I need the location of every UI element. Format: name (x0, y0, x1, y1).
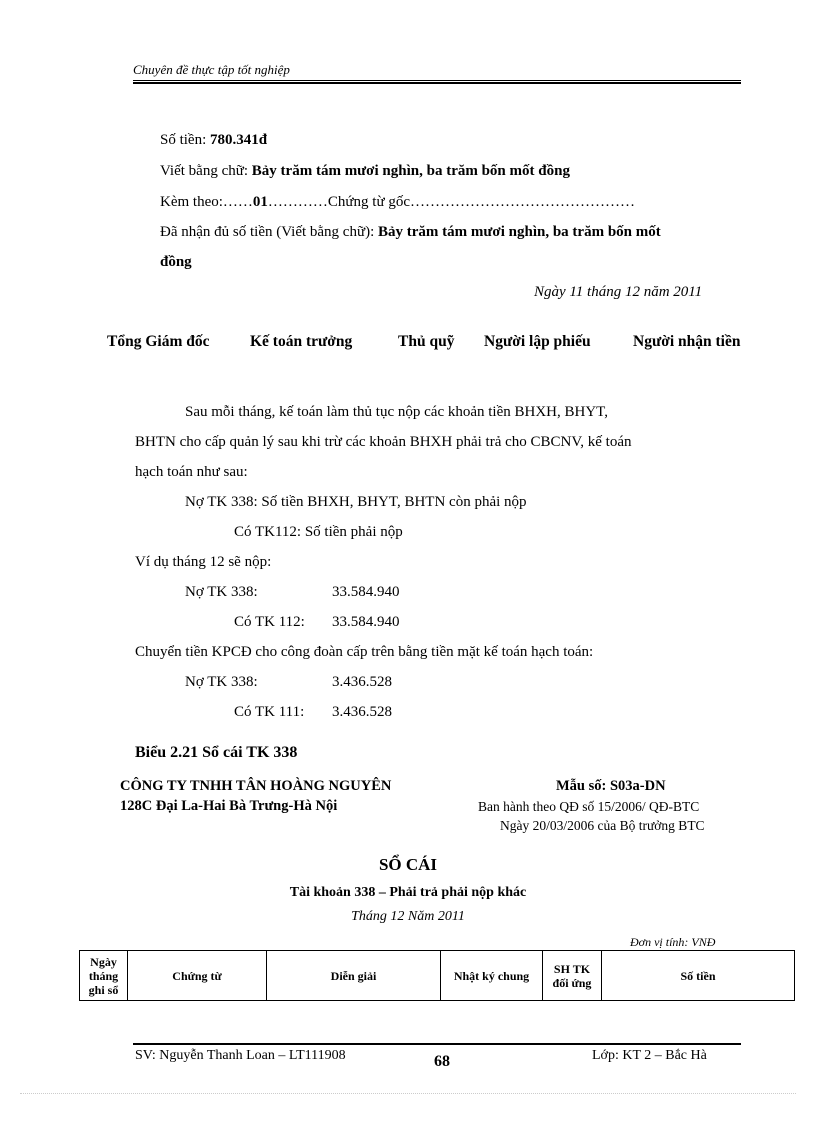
col-journal: Nhật ký chung (441, 951, 543, 1001)
page-bottom-border (20, 1093, 796, 1094)
example-credit-value: 33.584.940 (332, 614, 400, 630)
header-rule-thick (133, 82, 741, 84)
received-value-cont: đồng (160, 254, 192, 270)
attachment-line (160, 194, 635, 211)
received-value: Bảy trăm tám mươi nghìn, ba trăm bốn mốt (378, 224, 661, 240)
amount-words-line (160, 163, 570, 180)
company-address: 128C Đại La-Hai Bà Trưng-Hà Nội (120, 798, 338, 814)
entry-credit: Có TK112: Số tiền phải nộp (234, 524, 403, 540)
amount-line (160, 132, 267, 149)
example-label: Ví dụ tháng 12 sẽ nộp: (135, 554, 272, 570)
form-date: Ngày 20/03/2006 của Bộ trưởng BTC (500, 818, 705, 833)
example-debit-value: 33.584.940 (332, 584, 400, 600)
amount-label: Số tiền: (160, 132, 211, 148)
ledger-account: Tài khoản 338 – Phải trả phải nộp khác (289, 885, 527, 900)
received-label: Đã nhận đủ số tiền (Viết bằng chữ): (160, 224, 379, 240)
example-credit-label: Có TK 112: (234, 614, 305, 630)
kpcd-credit-value: 3.436.528 (332, 704, 392, 720)
amount-words-value: Bảy trăm tám mươi nghìn, ba trăm bốn mốt đồng (251, 163, 570, 179)
paragraph-line-3: hạch toán như sau: (135, 464, 248, 480)
footer-student: SV: Nguyễn Thanh Loan – LT111908 (135, 1048, 346, 1063)
col-voucher: Chứng từ (128, 951, 267, 1001)
signature-cashier: Thủ quỹ (398, 333, 455, 350)
amount-words-label: Viết bằng chữ: (160, 163, 252, 179)
paragraph-line-2: BHTN cho cấp quản lý sau khi trừ các khoản BHXH phải trả cho CBCNV, kế toán (135, 434, 632, 450)
form-code: Mẫu số: S03a-DN (556, 778, 666, 794)
col-date: Ngày tháng ghi sổ (80, 951, 128, 1001)
ledger-period: Tháng 12 Năm 2011 (351, 909, 465, 924)
received-line (160, 224, 661, 241)
entry-debit: Nợ TK 338: Số tiền BHXH, BHYT, BHTN còn phải nộp (185, 494, 527, 510)
header-rule (133, 80, 741, 81)
ledger-unit: Đơn vị tính: VNĐ (630, 935, 716, 949)
attach-suffix: …………Chứng từ gốc……………………………………… (267, 194, 635, 210)
kpcd-text: Chuyển tiền KPCĐ cho công đoàn cấp trên bằng tiền mặt kế toán hạch toán: (135, 644, 594, 660)
amount-value: 780.341đ (210, 132, 268, 148)
ledger-table (79, 950, 795, 1001)
footer-rule (133, 1043, 741, 1045)
kpcd-debit-label: Nợ TK 338: (185, 674, 258, 690)
ledger-header-row (80, 951, 795, 1001)
ledger-caption: Biểu 2.21 Sổ cái TK 338 (135, 744, 298, 761)
col-contra-account: SH TK đối ứng (543, 951, 602, 1001)
page-header-title: Chuyên đề thực tập tốt nghiệp (133, 62, 290, 77)
attach-count: 01 (252, 194, 268, 210)
signature-receiver: Người nhận tiền (633, 333, 741, 350)
kpcd-debit-value: 3.436.528 (332, 674, 392, 690)
signature-preparer: Người lập phiếu (484, 333, 591, 350)
ledger-title: SỔ CÁI (378, 855, 438, 874)
receipt-date: Ngày 11 tháng 12 năm 2011 (534, 284, 703, 300)
example-debit-label: Nợ TK 338: (185, 584, 258, 600)
col-description: Diễn giải (267, 951, 441, 1001)
page-number: 68 (434, 1053, 450, 1070)
col-amount: Số tiền (602, 951, 795, 1001)
form-issued: Ban hành theo QĐ số 15/2006/ QĐ-BTC (478, 799, 700, 814)
company-name: CÔNG TY TNHH TÂN HOÀNG NGUYÊN (120, 778, 392, 794)
signature-director: Tổng Giám đốc (107, 333, 210, 350)
footer-class: Lớp: KT 2 – Bắc Hà (592, 1048, 707, 1063)
paragraph-line-1: Sau mỗi tháng, kế toán làm thủ tục nộp các khoản tiền BHXH, BHYT, (185, 404, 608, 420)
signature-chief-accountant: Kế toán trưởng (250, 333, 353, 350)
attach-prefix: Kèm theo:…… (160, 194, 253, 210)
kpcd-credit-label: Có TK 111: (234, 704, 305, 720)
